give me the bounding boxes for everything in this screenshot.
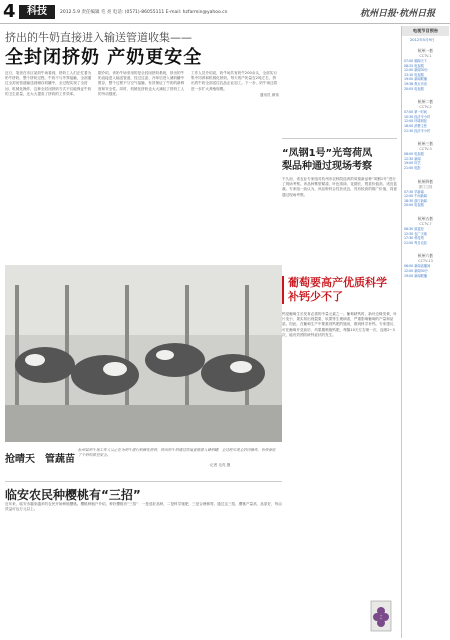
tv-guide-sidebar <box>401 26 448 638</box>
small-headline: 抢晴天 管蔬苗 <box>5 454 75 465</box>
photo-credit: 记者 毛亮 摄 <box>210 463 231 467</box>
tv-section-channel: 浙江卫视 <box>418 184 433 189</box>
tv-program-item[interactable]: 06:30 致富经 <box>404 227 424 231</box>
tv-program-item[interactable]: 10:30 经济半小时 <box>404 114 431 119</box>
tv-program-item[interactable]: 18:00 消费主张 <box>404 123 427 128</box>
tv-section-channel: CCTV-3 <box>419 147 432 152</box>
tv-program-item[interactable]: 20:00 电视剧 <box>404 203 424 208</box>
section-label: 科技 <box>19 5 55 19</box>
tv-program-item[interactable]: 12:00 环球财经 <box>404 119 427 124</box>
grape-headline: 葡萄要高产优质科学补钙少不了 <box>282 276 396 304</box>
tv-section-title: 杭州一套 <box>417 48 434 53</box>
grape-body: 钙是葡萄生长发育必需的中量元素之一。葡萄缺钙时，新叶边缘发黄，叶片变小，果实易出现裂果、软果等生理病害，严重影响葡萄的产量和品质。因此，在葡萄生产中要重视钙肥的施用，做到科学补钙。专家建议，可在葡萄开花前后、幼果期喷施钙肥，每隔10天左右喷一次，连喷2~3次，能有效预防缺钙症状的发生。 <box>282 312 397 337</box>
page-masthead <box>0 0 450 24</box>
fengwu-body: 不久前，省农业专家组对杭州市农科院选育的凤梨新品种“凤钢1号”进行了现场考察。该品种株型紧凑，叶色浓绿，花期长，观赏价值高，适宜盆栽。专家组一致认为，该品种综合性状优良，具有较高的推广价值，同意通过现场考察。 <box>282 177 397 197</box>
tv-section-channel: CCTV-7 <box>419 222 432 226</box>
farmer-headline: 临安农民种樱桃有“三招” <box>5 488 141 502</box>
photo-graphic <box>5 265 282 442</box>
tv-section <box>402 179 449 208</box>
tv-section <box>402 48 449 91</box>
tv-program-item[interactable]: 19:00 新闻联播 <box>404 77 427 82</box>
tv-program-item[interactable]: 12:00 新闻30分 <box>404 268 428 273</box>
lead-body-col2: 据介绍，该奶牛场采用的是全封闭挤奶系统，挤出的牛奶直接进入输送管道，经过过滤、冷却后进入储奶罐中暂存，整个过程不与空气接触，有效保证了牛奶的新鲜度和安全性。同时，机械化挤奶也大大减轻了挤奶工人的劳动强度。 <box>98 71 185 96</box>
tv-section <box>402 253 449 278</box>
tv-program-item[interactable]: 12:30 新闻 <box>404 156 421 161</box>
tv-program-item[interactable]: 08:00 电视剧 <box>404 152 424 157</box>
page-meta: 2012.5.9 责任编辑 毛 亮 电话: (0571)-86055111 E-mail: hzfarmin@yahoo.cn <box>60 10 228 15</box>
tv-program-item[interactable]: 21:00 电影 <box>404 165 421 170</box>
divider-bottom <box>5 481 282 482</box>
lead-body-col1: 近日，笔者在市区某奶牛场看到，挤奶工人们正忙着为奶牛挤奶，整个挤奶过程，牛奶不与外界接触，全部通过全封闭管道输送到储存奶罐中，全过程实现了全封闭、机械化操作，这种全封闭挤奶方式不仅能保证牛奶的卫生质量，还大大提高了挤奶的工作效率。 <box>5 71 92 96</box>
tv-program-item[interactable]: 20:05 电视剧 <box>404 86 424 91</box>
lead-body-col3: 工作人员介绍说，奶牛场共有奶牛200余头，全部实行集中饲养和机械化挤奶，每天的产奶量在2吨左右，挤出的牛奶全部送往乳品企业加工。下一步，奶牛场还将进一步扩大养殖规模。 通讯员 颜伟 <box>191 71 279 97</box>
grape-illustration <box>367 595 395 635</box>
tv-section-title: 杭州六套 <box>417 253 434 259</box>
tv-guide-date: 2012年5月9日 <box>410 38 435 42</box>
tv-section-title: 杭州三套 <box>417 141 434 147</box>
tv-section-channel: CCTV-2 <box>419 105 432 110</box>
tv-program-item[interactable]: 13:10 电视剧 <box>404 72 424 77</box>
tv-program-item[interactable]: 17:30 科技苑 <box>404 236 424 241</box>
tv-section-title: 杭州四套 <box>417 178 434 184</box>
tv-program-item[interactable]: 18:30 浙江新闻 <box>404 198 427 203</box>
tv-program-item[interactable]: 21:30 经济半小时 <box>404 128 431 133</box>
tv-program-item[interactable]: 08:25 电视剧 <box>404 63 424 68</box>
tv-program-item[interactable]: 06:00 新闻直播间 <box>404 264 431 269</box>
paper-name: 杭州日报·杭州日报 <box>360 9 436 19</box>
tv-section-channel: CCTV-13 <box>418 259 433 264</box>
tv-program-item[interactable]: 12:00 午间新闻 <box>404 194 427 199</box>
lead-photo <box>5 265 282 442</box>
tv-program-item[interactable]: 19:00 综艺 <box>404 161 421 166</box>
lead-deck: 挤出的牛奶直接进入输送管道收集—— <box>5 31 192 44</box>
tv-section <box>402 99 449 133</box>
tv-program-item[interactable]: 12:30 农广天地 <box>404 231 427 236</box>
tv-program-item[interactable]: 07:00 朝闻天下 <box>404 59 427 63</box>
tv-program-item[interactable]: 12:00 新闻30分 <box>404 68 428 73</box>
tv-program-item[interactable]: 19:38 焦点访谈 <box>404 81 427 86</box>
tv-program-item[interactable]: 19:00 新闻联播 <box>404 273 427 278</box>
tv-program-item[interactable]: 21:00 每日农经 <box>404 240 427 245</box>
page-number: 4 <box>3 1 16 22</box>
tv-program-item[interactable]: 07:30 早新闻 <box>404 189 424 194</box>
divider-top <box>282 138 397 139</box>
tv-section-title: 杭州五套 <box>417 216 434 221</box>
tv-section <box>402 216 449 245</box>
photo-caption: 杭州某奶牛场工作人员正在为奶牛进行机械化挤奶，挤出的牛奶通过管道直接进入储奶罐，全过程实现全封闭操作，有效保证了牛奶的质量安全。 <box>78 448 276 457</box>
tv-section <box>402 141 449 170</box>
lead-headline: 全封闭挤奶 产奶更安全 <box>5 47 203 68</box>
fengwu-headline: “凤钢1号”光弯荷凤梨品种通过现场考察 <box>282 148 373 172</box>
farmer-body: 近年来，临安市越来越多的农民开始种植樱桃。樱桃种植户介绍，种好樱桃有“三招”：一是选好品种，二是科学施肥，三是合理修剪。通过这三招，樱桃产量高、品质好，每亩效益可达万元以上。 <box>5 502 282 512</box>
tv-section-title: 杭州二套 <box>417 99 434 105</box>
tv-guide-title: 电视节目预告 <box>402 26 449 36</box>
tv-section-channel: CCTV-1 <box>419 54 432 58</box>
tv-program-item[interactable]: 07:00 第一时间 <box>404 110 427 115</box>
